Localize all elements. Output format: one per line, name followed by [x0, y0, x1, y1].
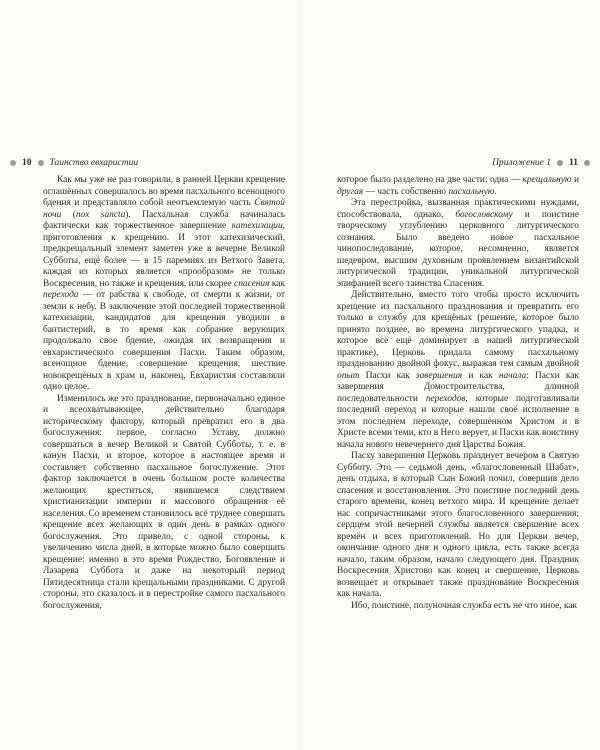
- bullet-icon: [557, 160, 563, 166]
- bullet-icon: [584, 160, 590, 166]
- paragraph: Пасху завершения Церковь празднует вечером в Святую Субботу. Это — седьмой день, «благословенный Шабат», день отдыха, в который Сын Божий почил, совершив дело спасения и восстановления. Это поистине последний день старого времени, конец ветхого мира. И крещение делает нас сопричастниками этого благословенного завершения; сердцем этой вечерней службы является свершение всех времён и всех приготовлений. Но для Церкви вечер, окончание одного дня и одного цикла, есть также всегда начало, таким образом, начало следующего дня. Праздник Воскресения Христово как конец и свершение, Церковь возвещает и открывает также празднование Воскресения как начала.: [337, 451, 579, 599]
- left-text-column: [43, 175, 285, 612]
- right-running-header: [492, 156, 590, 170]
- paragraph: Эта перестройка, вызванная практическими нуждами, способствовала, однако, богословскому и поистине творческому углублению церковного литургического сознания. Было введено новое пасхальное чинопоследование, которое, несомненно, является шедевром, высшим духовным проявлением византийской литургической традиции, уникальной литургической эпифанией всего таинства Спасения.: [337, 198, 579, 289]
- right-text-column: [337, 175, 579, 612]
- bullet-icon: [10, 160, 16, 166]
- paragraph: которое было разделено на две части: одна — крещальную и другая — часть собственно пасхальную.: [337, 175, 579, 197]
- paragraph: Как мы уже не раз говорили, в ранней Церкви крещение оглашённых совершалось во время пасхального всенощного бдения и представляло собой неотъемлемую часть Святой ночи (nox sancta). Пасхальная служба начиналась фактически как торжественное завершение катехизации, приготовления к крещению. И этот катехизический, предкрещальный элемент заметен уже в вечерне Великой Субботы, ещё более — в 15 паремиях из Ветхого Завета, каждая из которых является «прообразом» не только Воскресения, но также и крещения, или скорее спасения как перехода — от рабства к свободе, от смерти к жизни, от земли к небу. В заключение этой последней торжественной катехизации, кандидатов для крещения уводили в баптистерий, в то время как собрание верующих продолжало свое бдение, ожидая их возвращения и евхаристического совершения Пасхи. Таким образом, всенощное бдение, совершение крещения, шествие новокрещёных в храм и, наконец, Евхаристия составляли одно целое.: [43, 175, 286, 392]
- paragraph: Изменилось же это празднование, первоначально единое и всеохватывающее, действительно благодаря историческому фактору, который превратил его в два богослужения: первое, согласно Уставу, должно совершаться в вечер Великой и Святой Субботы, т. е. в канун Пасхи, и второе, которое в настоящее время и составляет собственно пасхальное богослужение. Этот фактор заключается в очень большом росте количества желающих креститься, явившемся следствием христианизации империи и массового обращения её населения. Со временем становилось всё труднее совершать крещение всех желающих в один день в рамках одного богослужения. Это привело, с одной стороны, к увеличению числа дней, в которые можно было совершать крещение: именно в это время Рождество, Богоявление и Лазарева Суббота и даже на некоторый период Пятидесятница стали крещальными праздниками. С другой стороны, это сказалось и в перестройке самого пасхального богослужения,: [43, 393, 285, 611]
- bullet-icon: [38, 160, 44, 166]
- paragraph: Действительно, вместо того чтобы просто исключить крещение из пасхального празднования и превратить его только в службу для крещёных (решение, которое было принято позднее, во времена литургического упадка, и которое всё ещё доминирует в нашей литургической практике), Церковь придала самому пасхальному празднованию двойной фокус, выражая тем самым двойной опыт Пасхи как завершения и как начала: Пасхи как завершения Домостроительства, длинной последовательности переходов, которые подготавливали последний переход и которые нашли своё исполнение в этом последнем переходе, совершённом Христом и в Христе всеми теми, кто в Него верует, и Пасхи как воистину начала нового невечернего дня Царства Божия.: [337, 290, 579, 450]
- left-running-title: Таинство евхаристии: [49, 158, 139, 168]
- right-page-number: 11: [569, 158, 578, 168]
- page-gutter: [299, 0, 301, 750]
- right-running-title: Приложение 1: [492, 158, 552, 168]
- paragraph: Ибо, поистине, полуночная служба есть не что иное, как: [351, 600, 578, 611]
- left-page-number: 10: [22, 158, 32, 168]
- left-running-header: [10, 156, 138, 170]
